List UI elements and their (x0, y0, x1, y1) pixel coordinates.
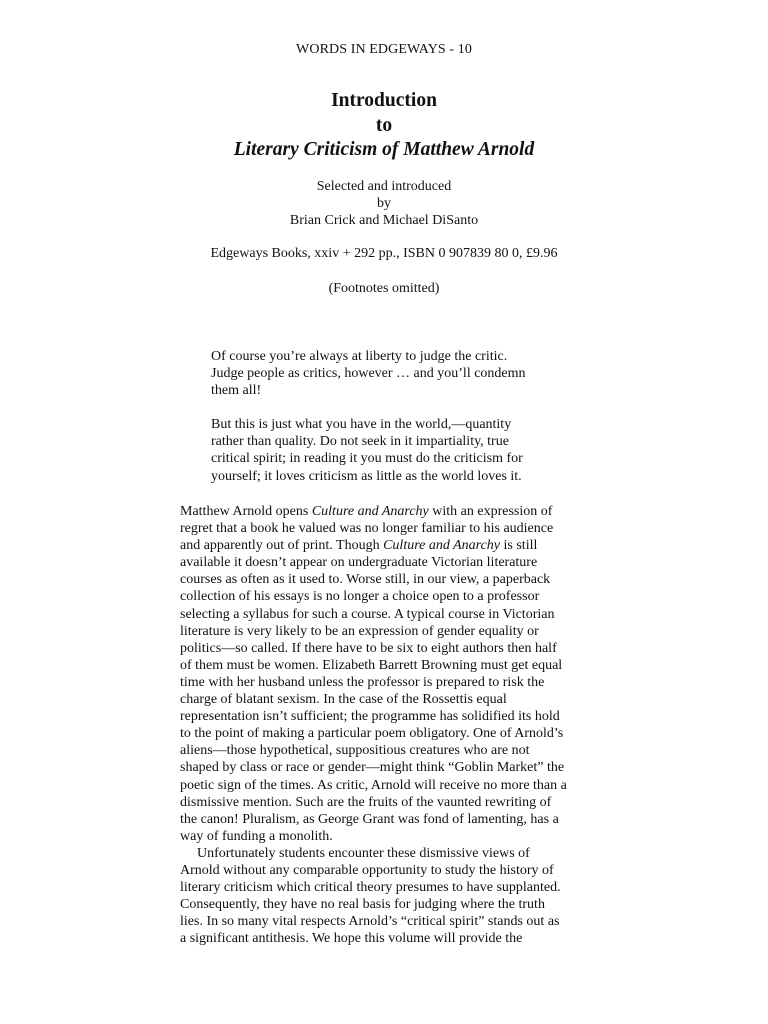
credits-block (0, 179, 768, 229)
body-line: literary criticism which critical theory presumes to have supplanted. (180, 880, 561, 896)
credits-line: Selected and introduced (316, 179, 452, 194)
text-run: and apparently out of print. Though (180, 538, 384, 554)
body-line (180, 537, 580, 554)
body-line: selecting a syllabus for such a course. A typical course in Victorian (180, 606, 555, 622)
body-line: a significant antithesis. We hope this volume will provide the (180, 931, 523, 947)
epigraph-line: Judge people as critics, however … and you’ll condemn (211, 366, 526, 382)
epigraph-line: them all! (211, 383, 262, 399)
body-line: charge of blatant sexism. In the case of the Rossettis equal (180, 692, 507, 708)
body-line: time with her husband unless the professor is prepared to risk the (180, 674, 545, 690)
epigraph-quote-1 (211, 348, 541, 400)
title-line-to: to (375, 114, 393, 136)
body-line: literature is very likely to be an expression of gender equality or (180, 623, 539, 639)
body-text (180, 503, 580, 947)
body-line: of them must be women. Elizabeth Barrett Browning must get equal (180, 657, 563, 673)
epigraph-quote-2 (211, 416, 541, 485)
body-line (180, 503, 580, 520)
credits-line: by (377, 195, 391, 211)
body-line: poetic sign of the times. As critic, Arnold will receive no more than a (180, 777, 567, 793)
text-run: with an expression of (428, 504, 553, 519)
epigraph-line: rather than quality. Do not seek in it impartiality, true (211, 434, 509, 450)
body-line: way of funding a monolith. (180, 828, 333, 844)
body-line: regret that a book he valued was no longer familiar to his audience (180, 521, 554, 537)
running-header: WORDS IN EDGEWAYS - 10 (296, 42, 472, 57)
document-title (0, 89, 768, 163)
body-line: Consequently, they have no real basis for judging where the truth (180, 897, 545, 913)
body-line: lies. In so many vital respects Arnold’s “critical spirit” stands out as (180, 914, 560, 930)
title-line-book: Literary Criticism of Matthew Arnold (233, 139, 535, 160)
publication-details: Edgeways Books, xxiv + 292 pp., ISBN 0 907839 80 0, £9.96 (210, 246, 558, 261)
text-run: is still (500, 538, 538, 554)
epigraph-line: critical spirit; in reading it you must do the criticism for (211, 451, 523, 467)
credits-authors: Brian Crick and Michael DiSanto (289, 212, 479, 228)
body-line: available it doesn’t appear on undergraduate Victorian literature (180, 555, 538, 571)
footnotes-note: (Footnotes omitted) (328, 281, 440, 296)
body-line: dismissive mention. Such are the fruits of the vaunted rewriting of (180, 794, 552, 810)
title-line-introduction: Introduction (331, 90, 437, 111)
text-run: Matthew Arnold opens (180, 504, 312, 519)
body-line: courses as often as it used to. Worse still, in our view, a paperback (180, 572, 551, 588)
body-line: representation isn’t sufficient; the programme has solidified its hold (180, 709, 560, 725)
body-line: politics—so called. If there have to be six to eight authors then half (180, 640, 557, 656)
paragraph-1 (180, 503, 580, 845)
body-line: aliens—those hypothetical, suppositious creatures who are not (180, 743, 530, 759)
body-line: collection of his essays is no longer a choice open to a professor (180, 589, 540, 605)
book-title-culture-and-anarchy: Culture and Anarchy (311, 504, 429, 519)
epigraph-line: yourself; it loves criticism as little as the world loves it. (211, 468, 522, 484)
book-title-culture-and-anarchy: Culture and Anarchy (383, 538, 501, 554)
epigraph-line: Of course you’re always at liberty to judge the critic. (211, 349, 508, 364)
paragraph-2 (180, 845, 580, 948)
body-line: Unfortunately students encounter these dismissive views of (197, 845, 530, 861)
epigraph-line: But this is just what you have in the world,—quantity (211, 417, 512, 432)
body-line: the canon! Pluralism, as George Grant was fond of lamenting, has a (180, 811, 559, 827)
body-line: shaped by class or race or gender—might think “Goblin Market” the (180, 760, 565, 776)
body-line: to the point of making a particular poem obligatory. One of Arnold’s (180, 726, 564, 742)
body-line: Arnold without any comparable opportunity to study the history of (180, 862, 554, 878)
